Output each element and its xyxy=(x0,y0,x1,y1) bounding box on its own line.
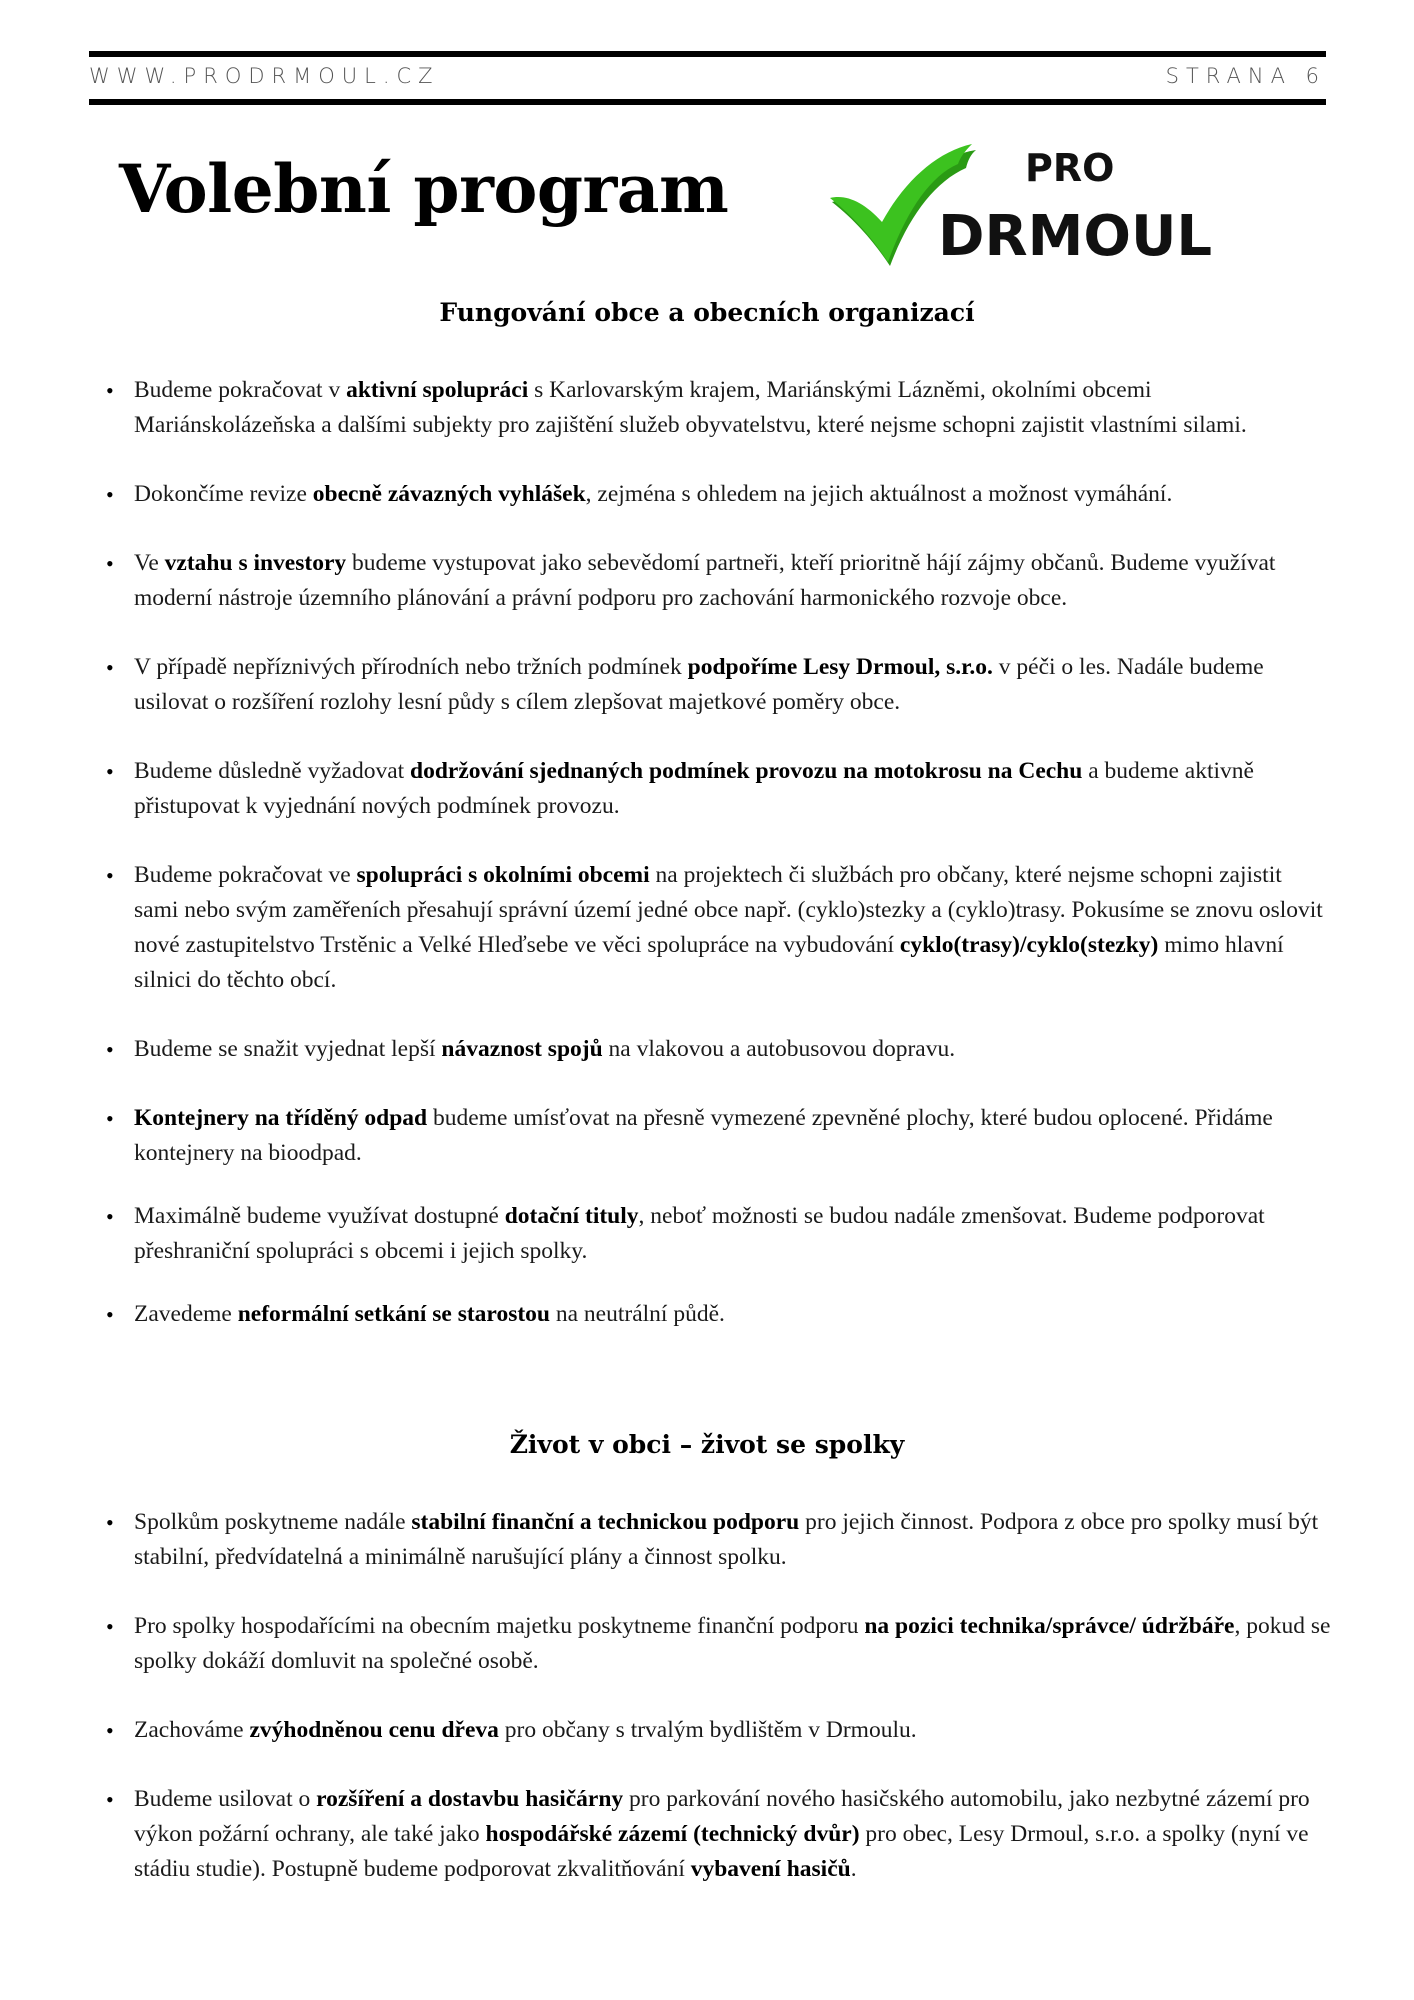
bullet-item xyxy=(106,1199,1331,1269)
bullet-item xyxy=(106,1505,1331,1575)
text-run: , neboť možnosti se budou nadále zmenšovat. Budeme podporovat přeshraniční spolupráci s obcemi i jejich spolky. xyxy=(134,1203,1265,1264)
text-run: na projektech či službách pro občany, které nejsme schopni zajistit sami nebo svým zaměřeních přesahují správní území jedné obce např. (cyklo)stezky a (cyklo)trasy. Pokusíme se znovu oslovit nové zastupitelstvo Trstěnic a Velké Hleďsebe ve věci spolupráce na vybudování xyxy=(134,862,1323,958)
logo-text-drmoul: DRMOUL xyxy=(938,204,1213,269)
text-run: pro obec, Lesy Drmoul, s.r.o. a spolky (nyní ve stádiu studie). Postupně budeme podporovat zkvalitňování xyxy=(134,1821,1309,1882)
bold-phrase: dotační tituly xyxy=(504,1203,639,1229)
bold-phrase: Kontejnery na tříděný odpad xyxy=(134,1105,428,1131)
text-run: Maximálně budeme využívat dostupné xyxy=(134,1203,505,1229)
text-run: Pro spolky hospodařícími na obecním majetku poskytneme finanční podporu xyxy=(134,1613,865,1639)
text-run: na neutrální půdě. xyxy=(549,1301,725,1327)
bold-phrase: vybavení hasičů xyxy=(690,1856,851,1882)
bold-phrase: spolupráci s okolními obcemi xyxy=(356,862,650,888)
text-run: budeme vystupovat jako sebevědomí partneři, kteří prioritně hájí zájmy občanů. Budeme využívat moderní nástroje územního plánování a právní podporu pro zachování harmonického rozvoje obce. xyxy=(134,550,1276,611)
bold-phrase: dodržování sjednaných podmínek provozu na motokrosu na Cechu xyxy=(410,758,1083,784)
page-title: Volební program xyxy=(119,150,729,228)
page-number-label: STRANA 6 xyxy=(1165,64,1326,88)
bullet-item xyxy=(106,650,1331,720)
bullet-item xyxy=(106,1101,1331,1171)
pro-drmoul-logo xyxy=(826,140,1226,275)
bold-phrase: neformální setkání se starostou xyxy=(237,1301,550,1327)
bold-phrase: aktivní spolupráci xyxy=(346,377,529,403)
text-run: pro parkování nového hasičského automobilu, jako nezbytné zázemí pro výkon požární ochrany, ale také jako xyxy=(134,1786,1310,1847)
text-run: Zavedeme xyxy=(134,1301,238,1327)
text-run: Budeme usilovat o xyxy=(134,1786,317,1812)
bullet-item xyxy=(106,373,1331,443)
text-run: Zachováme xyxy=(134,1717,250,1743)
bold-phrase: zvýhodněnou cenu dřeva xyxy=(249,1717,499,1743)
bold-phrase: podpoříme Lesy Drmoul, s.r.o. xyxy=(687,654,993,680)
bold-phrase: stabilní finanční a technickou podporu xyxy=(411,1509,800,1535)
text-run: budeme umísťovat na přesně vymezené zpevněné plochy, které budou oplocené. Přidáme kontejnery na bioodpad. xyxy=(134,1105,1273,1166)
text-run: na vlakovou a autobusovou dopravu. xyxy=(602,1036,956,1062)
text-run: , zejména s ohledem na jejich aktuálnost a možnost vymáhání. xyxy=(585,481,1173,507)
text-run: Spolkům poskytneme nadále xyxy=(134,1509,412,1535)
website-label: WWW.PRODRMOUL.CZ xyxy=(89,64,440,88)
bullet-item xyxy=(106,1609,1331,1679)
text-run: . xyxy=(850,1856,857,1882)
text-run: pro jejich činnost. Podpora z obce pro spolky musí být stabilní, předvídatelná a minimálně narušující plány a činnost spolku. xyxy=(134,1509,1319,1570)
bullet-item xyxy=(106,858,1331,998)
text-run: Budeme se snažit vyjednat lepší xyxy=(134,1036,442,1062)
bullet-list-fungovani xyxy=(106,373,1331,1332)
bullet-item xyxy=(106,1713,1331,1748)
header-top-rule xyxy=(89,51,1326,57)
bold-phrase: vztahu s investory xyxy=(164,550,347,576)
text-run: Budeme pokračovat v xyxy=(134,377,347,403)
section-heading-fungovani: Fungování obce a obecních organizací xyxy=(439,298,975,327)
bullet-item xyxy=(106,754,1331,824)
bold-phrase: hospodářské zázemí (technický dvůr) xyxy=(485,1821,860,1847)
bold-phrase: návaznost spojů xyxy=(441,1036,603,1062)
text-run: pro občany s trvalým bydlištěm v Drmoulu. xyxy=(498,1717,917,1743)
bold-phrase: obecně závazných vyhlášek xyxy=(312,481,586,507)
text-run: Budeme důsledně vyžadovat xyxy=(134,758,411,784)
bold-phrase: rozšíření a dostavbu hasičárny xyxy=(316,1786,624,1812)
section-heading-zivot: Život v obci – život se spolky xyxy=(509,1430,905,1459)
text-run: V případě nepříznivých přírodních nebo tržních podmínek xyxy=(134,654,688,680)
text-run: v péči o les. Nadále budeme usilovat o rozšíření rozlohy lesní půdy s cílem zlepšovat majetkové poměry obce. xyxy=(134,654,1264,715)
bullet-item xyxy=(106,1032,1331,1067)
header-bottom-rule xyxy=(89,99,1326,105)
text-run: Ve xyxy=(134,550,165,576)
bold-phrase: cyklo(trasy)/cyklo(stezky) xyxy=(899,932,1159,958)
bullet-item xyxy=(106,1782,1331,1887)
text-run: , pokud se spolky dokáží domluvit na společné osobě. xyxy=(134,1613,1331,1674)
text-run: a budeme aktivně přistupovat k vyjednání nových podmínek provozu. xyxy=(134,758,1254,819)
text-run: s Karlovarským krajem, Mariánskými Lázněmi, okolními obcemi Mariánskolázeňska a dalšími subjekty pro zajištění služeb obyvatelstvu, které nejsme schopni zajistit vlastními silami. xyxy=(134,377,1247,438)
bullet-item xyxy=(106,546,1331,616)
bullet-item xyxy=(106,477,1331,512)
text-run: mimo hlavní silnici do těchto obcí. xyxy=(134,932,1284,993)
text-run: Budeme pokračovat ve xyxy=(134,862,357,888)
logo-text-pro: PRO xyxy=(1025,146,1115,190)
bullet-item xyxy=(106,1297,1331,1332)
text-run: Dokončíme revize xyxy=(134,481,313,507)
bold-phrase: na pozici technika/správce/ údržbáře xyxy=(864,1613,1235,1639)
bullet-list-zivot xyxy=(106,1505,1331,1887)
